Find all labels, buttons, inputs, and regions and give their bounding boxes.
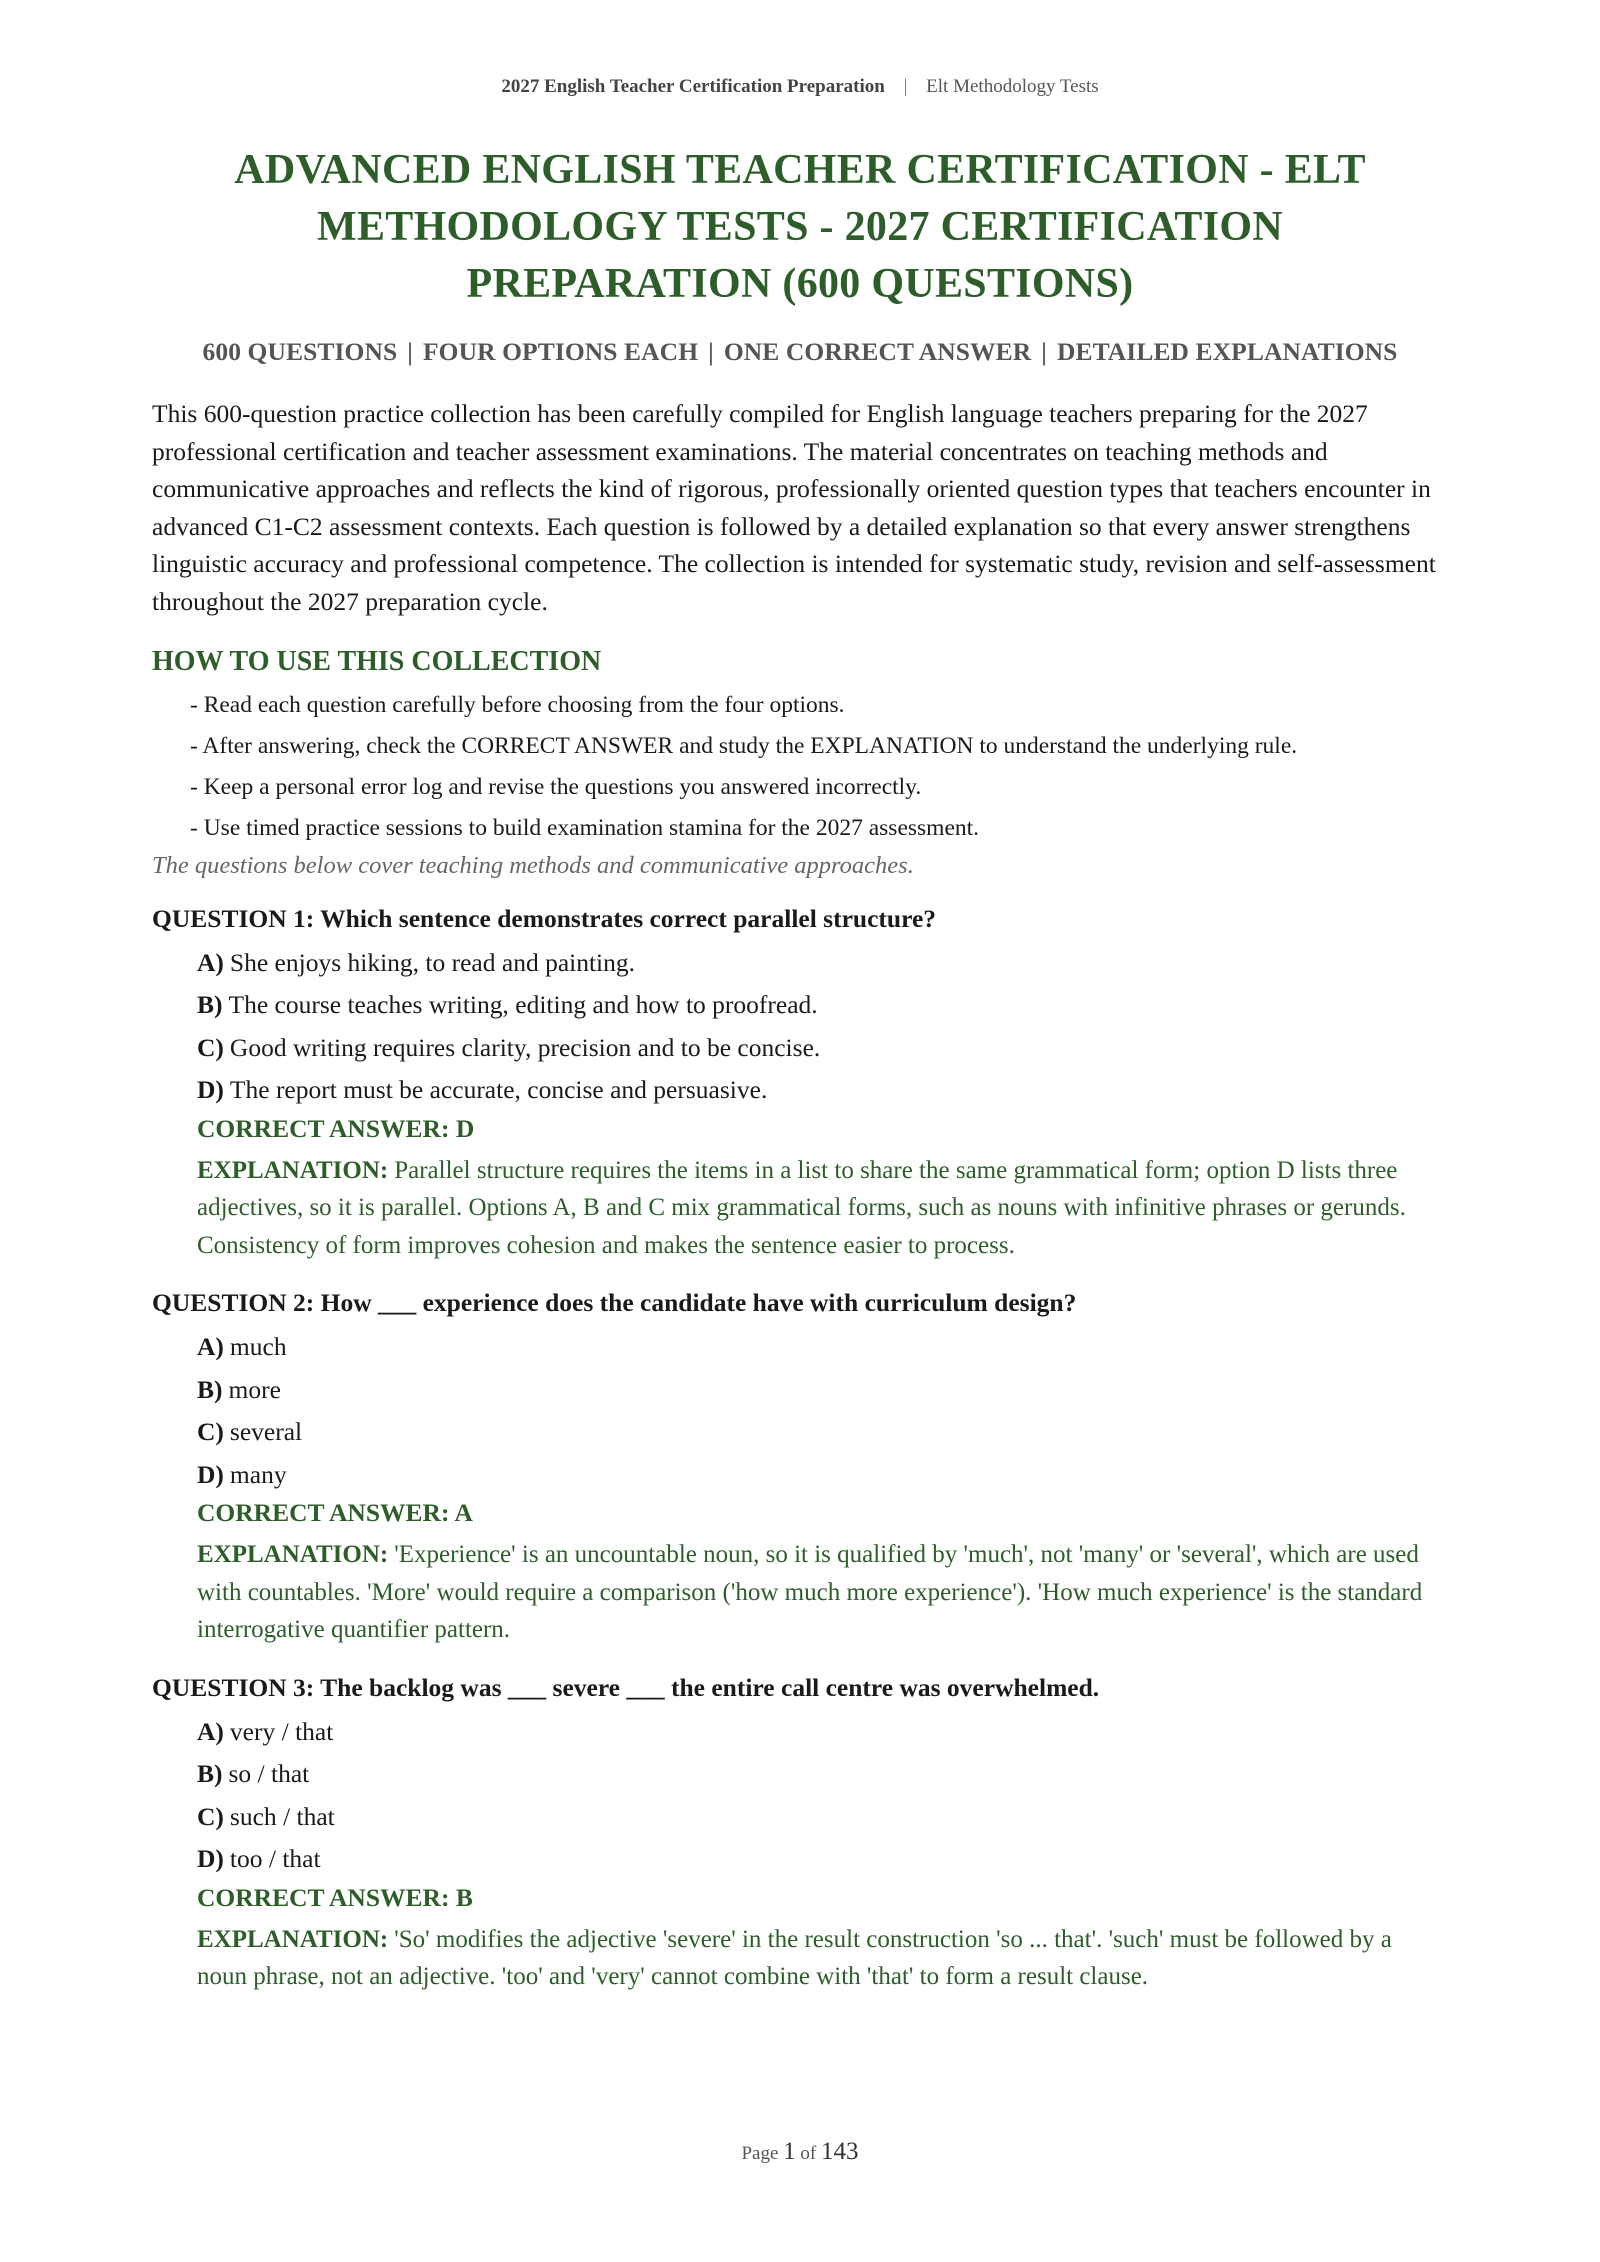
explanation-label: EXPLANATION:	[197, 1541, 389, 1568]
explanation	[152, 1921, 1448, 1996]
option-item	[197, 1069, 1448, 1112]
option-text: so / that	[228, 1759, 310, 1788]
option-text: much	[229, 1332, 287, 1361]
subtitle-separator: |	[407, 337, 413, 366]
explanation-text: 'So' modifies the adjective 'severe' in the result construction 'so ... that'. 'such' must be followed by a noun phrase, not an adjective. 'too' and 'very' cannot combine with 'that' to form a result clause.	[197, 1925, 1392, 1990]
document-title	[202, 142, 1398, 313]
title-line: METHODOLOGY TESTS - 2027 CERTIFICATION	[317, 204, 1283, 250]
option-list	[152, 1326, 1448, 1496]
option-letter: D)	[197, 1459, 224, 1489]
explanation-label: EXPLANATION:	[197, 1925, 389, 1953]
question-block	[152, 1673, 1448, 1996]
explanation-text: Parallel structure requires the items in a list to share the same grammatical form; option D lists three adjectives, so it is parallel. Options A, B and C mix grammatical forms, such as nouns with infinitive phrases or gerunds. Consistency of form improves cohesion and makes the sentence easier to process.	[197, 1156, 1406, 1259]
option-list	[152, 942, 1448, 1112]
explanation-text: 'Experience' is an uncountable noun, so it is qualified by 'much', not 'many' or 'several', which are used with countables. 'More' would require a comparison ('how much more experience'). 'How much experience' is the standard interrogative quantifier pattern.	[197, 1541, 1423, 1643]
subtitle-item: ONE CORRECT ANSWER	[723, 337, 1032, 366]
option-letter: A)	[197, 947, 224, 977]
intro-paragraph: This 600-question practice collection has been carefully compiled for English language teachers preparing for the 2027 professional certification and teacher assessment examinations. The material concentrates on teaching methods and communicative approaches and reflects the kind of rigorous, professionally oriented question types that teachers encounter in advanced C1-C2 assessment contexts. Each question is followed by a detailed explanation so that every answer strengthens linguistic accuracy and professional competence. The collection is intended for systematic study, revision and self-assessment throughout the 2027 preparation cycle.	[152, 399, 1436, 616]
how-to-heading: HOW TO USE THIS COLLECTION	[152, 645, 602, 677]
option-text: more	[228, 1374, 281, 1404]
correct-answer: CORRECT ANSWER: A	[197, 1498, 473, 1527]
how-to-item: - After answering, check the CORRECT ANSWER and study the EXPLANATION to understand the underlying rule.	[190, 732, 1298, 759]
header-separator: |	[903, 76, 908, 97]
header-left: 2027 English Teacher Certification Preparation	[501, 76, 885, 97]
option-letter: C)	[197, 1032, 224, 1062]
correct-answer: CORRECT ANSWER: D	[197, 1113, 475, 1143]
page-number: 1	[783, 2138, 796, 2165]
how-to-list	[152, 688, 1448, 845]
option-text: She enjoys hiking, to read and painting.	[229, 947, 636, 977]
how-to-item: - Use timed practice sessions to build examination stamina for the 2027 assessment.	[190, 814, 980, 841]
title-line: PREPARATION (600 QUESTIONS)	[466, 261, 1134, 307]
question-block	[152, 1288, 1448, 1649]
coverage-note: The questions below cover teaching methods and communicative approaches.	[152, 851, 914, 879]
subtitle-item: FOUR OPTIONS EACH	[422, 337, 699, 366]
option-item	[197, 1454, 1448, 1497]
subtitle-separator: |	[708, 337, 714, 366]
option-letter: C)	[197, 1417, 224, 1446]
page-footer	[0, 2138, 1600, 2166]
subtitle-separator: |	[1041, 337, 1047, 366]
option-letter: B)	[197, 1759, 223, 1788]
option-text: such / that	[229, 1801, 335, 1831]
question-stem: QUESTION 3: The backlog was ___ severe ___ the entire call centre was overwhelmed.	[152, 1672, 1100, 1702]
option-item	[197, 1369, 1448, 1412]
correct-answer: CORRECT ANSWER: B	[197, 1882, 473, 1912]
option-item	[197, 1411, 1448, 1454]
option-item	[197, 942, 1448, 985]
title-line: ADVANCED ENGLISH TEACHER CERTIFICATION - ELT	[234, 147, 1366, 193]
explanation	[152, 1536, 1448, 1649]
option-item	[197, 1796, 1448, 1839]
option-text: many	[229, 1459, 287, 1489]
option-text: very / that	[229, 1716, 334, 1746]
question-stem: QUESTION 2: How ___ experience does the candidate have with curriculum design?	[152, 1288, 1077, 1317]
option-item	[197, 1711, 1448, 1754]
option-letter: D)	[197, 1844, 224, 1873]
how-to-item: - Keep a personal error log and revise the questions you answered incorrectly.	[190, 773, 922, 800]
question-block	[152, 904, 1448, 1265]
option-item	[197, 1027, 1448, 1070]
option-text: The course teaches writing, editing and how to proofread.	[228, 990, 818, 1019]
header-right: Elt Methodology Tests	[926, 76, 1099, 97]
option-item	[197, 1838, 1448, 1881]
question-stem: QUESTION 1: Which sentence demonstrates correct parallel structure?	[152, 903, 937, 933]
subtitle-item: DETAILED EXPLANATIONS	[1056, 337, 1398, 366]
page-total: 143	[821, 2138, 859, 2165]
page-word: Page	[741, 2143, 779, 2164]
option-item	[197, 1326, 1448, 1369]
option-letter: C)	[197, 1801, 224, 1831]
option-item	[197, 1753, 1448, 1796]
subtitle-item: 600 QUESTIONS	[202, 337, 398, 366]
option-letter: A)	[197, 1716, 224, 1746]
option-text: several	[229, 1417, 303, 1446]
option-letter: A)	[197, 1332, 224, 1361]
how-to-item: - Read each question carefully before choosing from the four options.	[190, 691, 845, 718]
option-text: Good writing requires clarity, precision and to be concise.	[229, 1032, 821, 1062]
running-header	[152, 0, 1448, 98]
option-letter: B)	[197, 990, 223, 1019]
option-text: too / that	[229, 1844, 321, 1873]
of-word: of	[800, 2143, 817, 2164]
option-letter: D)	[197, 1075, 224, 1104]
option-list	[152, 1711, 1448, 1881]
explanation-label: EXPLANATION:	[197, 1156, 389, 1184]
option-item	[197, 984, 1448, 1027]
option-text: The report must be accurate, concise and persuasive.	[229, 1075, 768, 1104]
explanation	[152, 1152, 1448, 1265]
option-letter: B)	[197, 1374, 223, 1404]
document-subtitle	[152, 337, 1448, 367]
